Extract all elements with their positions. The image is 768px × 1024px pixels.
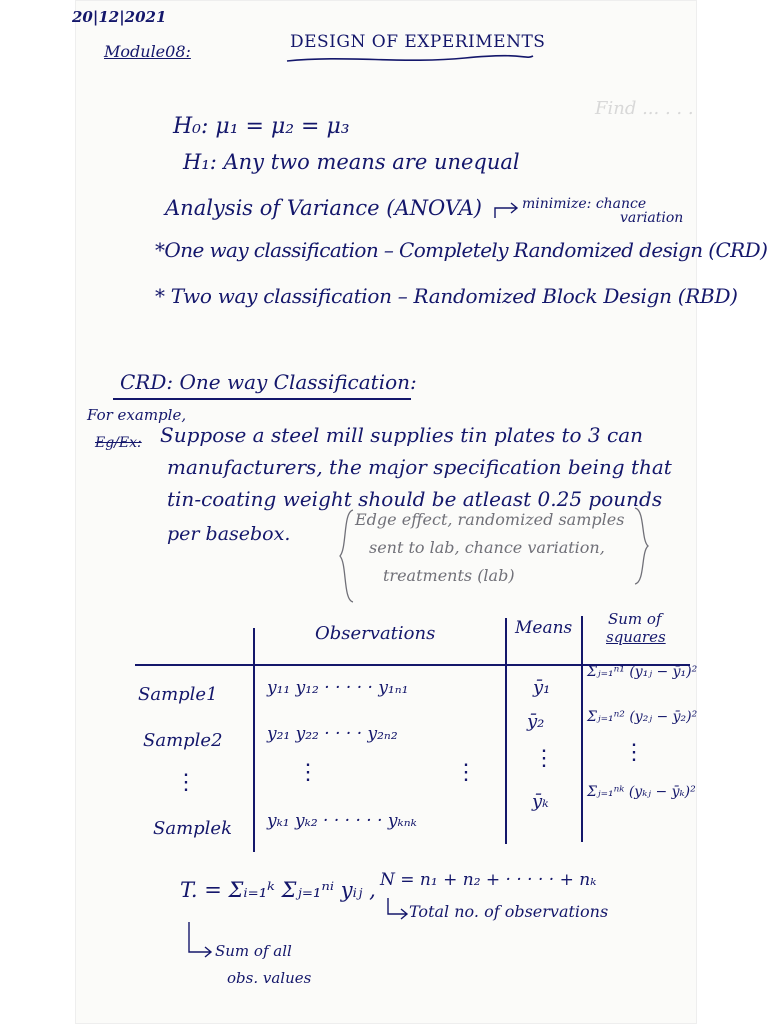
vdots-labels: ⋮ — [175, 770, 197, 795]
row-mean-samplek: ȳₖ — [532, 791, 549, 812]
n-note: Total no. of observations — [409, 902, 609, 921]
row-label-sample1: Sample1 — [138, 684, 218, 705]
row-mean-sample2: ȳ₂ — [527, 711, 545, 732]
table-divider-1 — [253, 628, 255, 852]
row-ss-samplek: Σⱼ₌₁ⁿᵏ (yₖⱼ − ȳₖ)² — [587, 784, 696, 800]
col-header-ss-line1: Sum of — [608, 610, 662, 628]
module-label: Module08: — [104, 42, 191, 61]
anova-heading: Analysis of Variance (ANOVA) — [165, 196, 482, 220]
anova-note-line2: variation — [620, 210, 684, 226]
row-obs-sample1: y₁₁ y₁₂ · · · · · y₁ₙ₁ — [267, 678, 409, 698]
row-ss-sample1: Σⱼ₌₁ⁿ¹ (y₁ⱼ − ȳ₁)² — [587, 664, 698, 680]
struck-out-text: Eg/Ex: — [95, 435, 142, 451]
crd-heading-underline — [113, 398, 411, 400]
table-divider-3 — [581, 616, 583, 842]
n-formula: N = n₁ + n₂ + · · · · · + nₖ — [380, 870, 597, 890]
sum-note-line1: Sum of all — [215, 942, 292, 960]
right-brace-icon — [633, 506, 651, 586]
example-line-1: Suppose a steel mill supplies tin plates to 3 can — [160, 423, 644, 447]
anova-note-line1: minimize: chance — [522, 196, 647, 212]
pencil-note-line2: sent to lab, chance variation, — [369, 538, 605, 557]
col-header-observations: Observations — [315, 623, 436, 644]
title-underline — [285, 52, 535, 66]
col-header-means: Means — [515, 618, 573, 638]
one-way-classification: *One way classification – Completely Randomized design (CRD) — [155, 238, 768, 262]
bleed-through-text: Find ... . . . — [595, 98, 694, 119]
null-hypothesis: H₀: μ₁ = μ₂ = μ₃ — [173, 114, 350, 139]
crd-heading: CRD: One way Classification: — [120, 370, 417, 394]
left-brace-icon — [337, 508, 355, 604]
col-header-ss-line2: squares — [606, 628, 666, 646]
example-line-3: tin-coating weight should be atleast 0.25 pounds — [167, 487, 663, 511]
arrow-icon — [493, 200, 521, 222]
vdots-obs-1: ⋮ — [297, 760, 319, 785]
alternative-hypothesis: H₁: Any two means are unequal — [183, 150, 520, 174]
arrow-icon — [185, 920, 215, 960]
row-obs-samplek: yₖ₁ yₖ₂ · · · · · · yₖₙₖ — [267, 811, 417, 831]
two-way-classification: * Two way classification – Randomized Block Design (RBD) — [155, 284, 738, 308]
vdots-means: ⋮ — [533, 746, 555, 771]
sum-note-line2: obs. values — [227, 969, 312, 987]
row-label-sample2: Sample2 — [143, 730, 223, 751]
row-mean-sample1: ȳ₁ — [533, 677, 551, 698]
example-line-4: per basebox. — [167, 523, 291, 545]
pencil-note-line3: treatments (lab) — [383, 566, 515, 585]
notebook-page — [72, 0, 768, 1024]
pencil-note-line1: Edge effect, randomized samples — [355, 510, 625, 529]
row-label-samplek: Samplek — [153, 818, 232, 839]
page-title: DESIGN OF EXPERIMENTS — [290, 32, 546, 52]
total-formula: T. = Σᵢ₌₁ᵏ Σⱼ₌₁ⁿⁱ yᵢⱼ , — [180, 878, 376, 902]
example-line-2: manufacturers, the major specification being that — [167, 455, 672, 479]
for-example-label: For example, — [87, 406, 187, 424]
date: 20|12|2021 — [72, 8, 167, 26]
table-divider-2 — [505, 618, 507, 844]
vdots-ss: ⋮ — [623, 740, 645, 765]
arrow-icon — [385, 896, 409, 920]
row-obs-sample2: y₂₁ y₂₂ · · · · y₂ₙ₂ — [267, 724, 398, 744]
vdots-obs-2: ⋮ — [455, 760, 477, 785]
row-ss-sample2: Σⱼ₌₁ⁿ² (y₂ⱼ − ȳ₂)² — [587, 709, 698, 725]
